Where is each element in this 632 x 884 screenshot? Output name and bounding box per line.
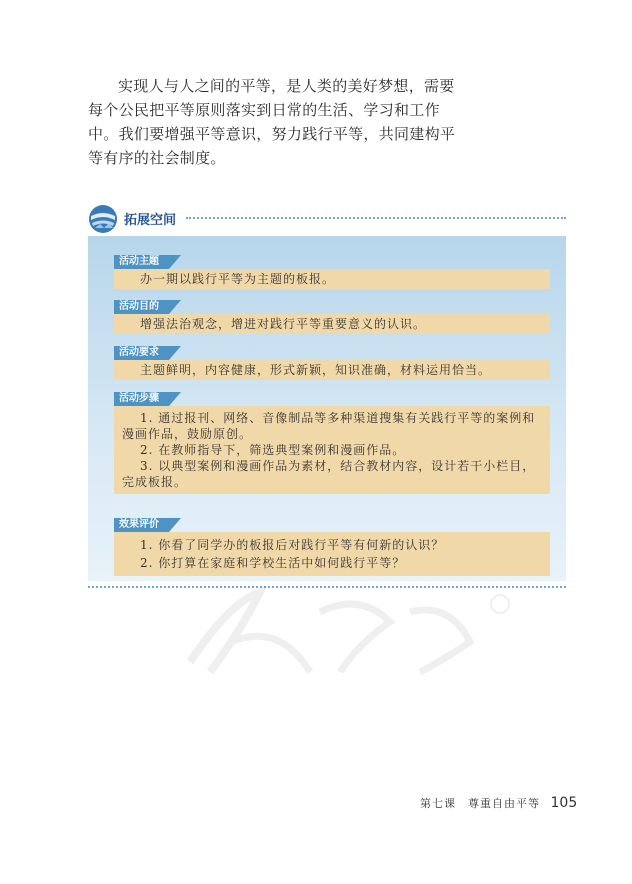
section-text: 主题鲜明，内容健康，形式新颖，知识准确，材料运用恰当。 <box>114 360 550 380</box>
footer-lesson: 第七课 尊重自由平等 <box>420 797 540 810</box>
section-label: 活动要求 <box>114 346 169 360</box>
evaluation-item: 2. 你打算在家庭和学校生活中如何践行平等？ <box>140 556 406 570</box>
section-text: 增强法治观念，增进对践行平等重要意义的认识。 <box>114 314 550 334</box>
section-label: 效果评价 <box>114 518 169 532</box>
evaluation-box <box>114 532 550 576</box>
steps-box <box>114 406 550 494</box>
section-label: 活动主题 <box>114 255 169 269</box>
section-requirements <box>114 340 550 380</box>
section-evaluation <box>114 512 550 576</box>
step-item: 2. 在教师指导下，筛选典型案例和漫画作品。 <box>140 443 406 457</box>
extension-title: 拓展空间 <box>124 213 177 228</box>
section-steps <box>114 386 550 494</box>
publisher-watermark <box>170 582 530 682</box>
page-footer <box>420 795 577 811</box>
panel-bottom-divider <box>88 586 566 588</box>
section-label: 活动目的 <box>114 300 169 314</box>
evaluation-item: 1. 你看了同学办的板报后对践行平等有何新的认识？ <box>140 538 445 552</box>
header-divider <box>186 217 566 219</box>
step-item: 1. 通过报刊、网络、音像制品等多种渠道搜集有关践行平等的案例和漫画作品，鼓励原创。 <box>122 411 536 441</box>
section-text: 办一期以践行平等为主题的板报。 <box>114 269 550 289</box>
intro-paragraph: 实现人与人之间的平等，是人类的美好梦想，需要每个公民把平等原则落实到日常的生活、学习和工作中。我们要增强平等意识，努力践行平等，共同建构平等有序的社会制度。 <box>88 77 456 167</box>
globe-icon <box>88 204 118 234</box>
section-label: 活动步骤 <box>114 392 169 406</box>
step-item: 3. 以典型案例和漫画作品为素材，结合教材内容，设计若干小栏目，完成板报。 <box>122 459 536 489</box>
page-number: 105 <box>550 795 578 811</box>
section-theme <box>114 249 550 289</box>
section-purpose <box>114 294 550 334</box>
